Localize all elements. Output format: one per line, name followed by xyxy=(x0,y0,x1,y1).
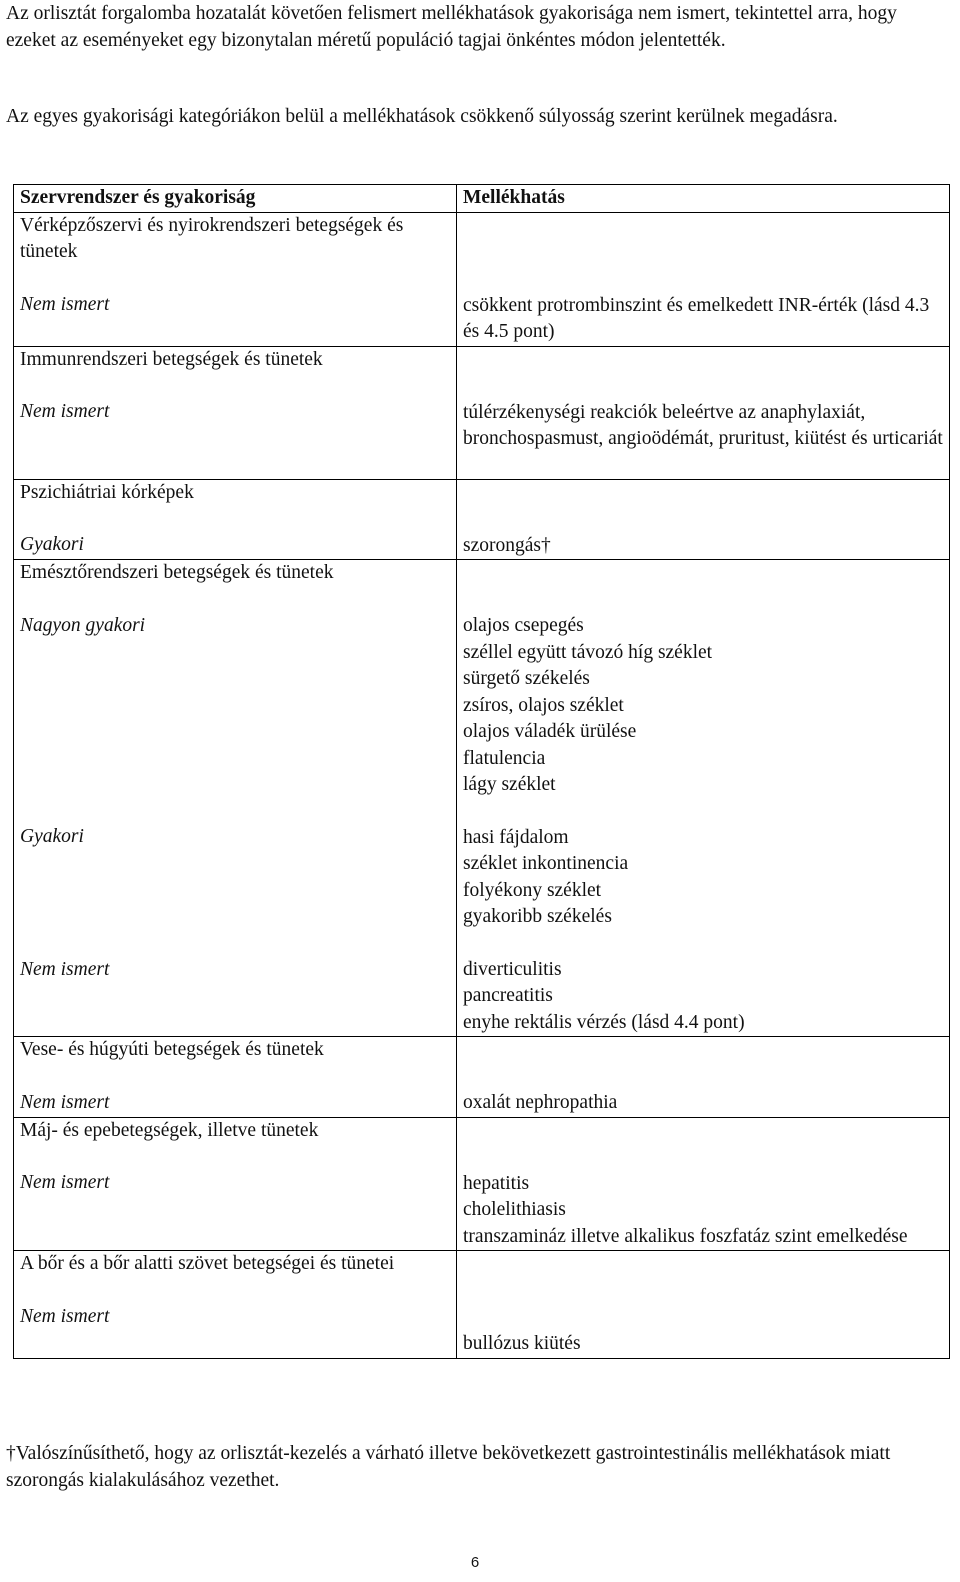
effect-text: cholelithiasis xyxy=(463,1199,566,1220)
soc-cell xyxy=(14,1037,457,1118)
header-soc-frequency: Szervrendszer és gyakoriság xyxy=(20,187,256,208)
effect-text: csökkent protrombinszint és emelkedett INR-érték (lásd 4.3 és 4.5 pont) xyxy=(463,294,930,342)
header-cell-soc xyxy=(14,185,457,213)
effect-text: túlérzékenységi reakciók beleértve az anaphylaxiát, bronchospasmust, angioödémát, pruritust, kiütést és urticariát xyxy=(463,401,943,449)
effect-text: hasi fájdalom xyxy=(463,826,569,848)
effect-cell xyxy=(457,1037,950,1118)
table-row xyxy=(14,479,950,560)
effect-text: folyékony széklet xyxy=(463,879,602,901)
soc-label: A bőr és a bőr alatti szövet betegségei és tünetei xyxy=(20,1253,395,1274)
soc-cell xyxy=(14,560,457,1037)
table-row xyxy=(14,1037,950,1118)
adverse-effects-table xyxy=(13,184,950,1359)
effect-text: olajos csepegés xyxy=(463,615,584,636)
frequency-label: Nem ismert xyxy=(20,1091,110,1113)
frequency-label: Gyakori xyxy=(20,826,84,847)
effect-text: bullózus kiütés xyxy=(463,1333,581,1354)
effect-text: gyakoribb székelés xyxy=(463,906,612,927)
table-row xyxy=(14,212,950,346)
effect-text: lágy széklet xyxy=(463,774,556,795)
frequency-label: Nem ismert xyxy=(20,1172,110,1193)
effect-text: széklet inkontinencia xyxy=(463,853,629,874)
effect-cell xyxy=(457,346,950,479)
effect-text: diverticulitis xyxy=(463,958,562,980)
effect-cell xyxy=(457,560,950,1037)
soc-cell xyxy=(14,1117,457,1251)
soc-label: Vérképzőszervi és nyirokrendszeri betegségek és tünetek xyxy=(20,214,404,262)
frequency-label: Nem ismert xyxy=(20,1305,110,1327)
effect-text: transzamináz illetve alkalikus foszfatáz szint emelkedése xyxy=(463,1225,908,1247)
page-number: 6 xyxy=(470,1554,480,1571)
effect-text: széllel együtt távozó híg széklet xyxy=(463,641,713,663)
header-cell-effect xyxy=(457,185,950,213)
effect-cell xyxy=(457,479,950,560)
effect-cell xyxy=(457,1117,950,1251)
effect-text: enyhe rektális vérzés (lásd 4.4 pont) xyxy=(463,1011,745,1033)
frequency-label: Nem ismert xyxy=(20,958,110,980)
soc-cell xyxy=(14,346,457,479)
table-row xyxy=(14,346,950,479)
header-adverse-effect: Mellékhatás xyxy=(463,187,565,208)
effect-list xyxy=(463,1171,943,1251)
effect-text: szorongás† xyxy=(463,534,551,556)
soc-label: Máj- és epebetegségek, illetve tünetek xyxy=(20,1119,319,1141)
frequency-label: Gyakori xyxy=(20,534,84,555)
effect-text: oxalát nephropathia xyxy=(463,1092,618,1113)
frequency-label: Nem ismert xyxy=(20,293,110,315)
effect-text: pancreatitis xyxy=(463,985,553,1006)
effect-text: sürgető székelés xyxy=(463,668,590,689)
effect-list xyxy=(463,613,943,799)
soc-label: Immunrendszeri betegségek és tünetek xyxy=(20,348,323,370)
soc-cell xyxy=(14,1251,457,1359)
footnote: †Valószínűsíthető, hogy az orlisztát-kezelés a várható illetve bekövetkezett gastrointestinális mellékhatások miatt szorongás kialakulásához vezethet. xyxy=(6,1443,891,1491)
table-row xyxy=(14,1117,950,1251)
frequency-label: Nem ismert xyxy=(20,401,110,422)
table-header-row xyxy=(14,185,950,213)
intro-paragraph-severity-order: Az egyes gyakorisági kategóriákon belül a mellékhatások csökkenő súlyosság szerint kerülnek megadásra. xyxy=(6,106,838,127)
intro-paragraph-postmarketing: Az orlisztát forgalomba hozatalát követően felismert mellékhatások gyakorisága nem ismert, tekintettel arra, hogy ezeket az eseményeket egy bizonytalan méretű populáció tagjai önkéntes módon jelentették. xyxy=(6,3,897,51)
soc-label: Vese- és húgyúti betegségek és tünetek xyxy=(20,1039,324,1060)
effect-text: olajos váladék ürülése xyxy=(463,721,637,742)
effect-text: zsíros, olajos széklet xyxy=(463,694,624,716)
effect-list xyxy=(463,957,943,1037)
effect-cell xyxy=(457,1251,950,1359)
soc-cell xyxy=(14,479,457,560)
table-row xyxy=(14,1251,950,1359)
effect-cell xyxy=(457,212,950,346)
soc-label: Emésztőrendszeri betegségek és tünetek xyxy=(20,562,334,583)
soc-cell xyxy=(14,212,457,346)
table-row xyxy=(14,560,950,1037)
frequency-label: Nagyon gyakori xyxy=(20,614,146,636)
effect-text: flatulencia xyxy=(463,747,546,769)
effect-list xyxy=(463,825,943,931)
effect-text: hepatitis xyxy=(463,1172,530,1194)
soc-label: Pszichiátriai kórképek xyxy=(20,481,194,503)
